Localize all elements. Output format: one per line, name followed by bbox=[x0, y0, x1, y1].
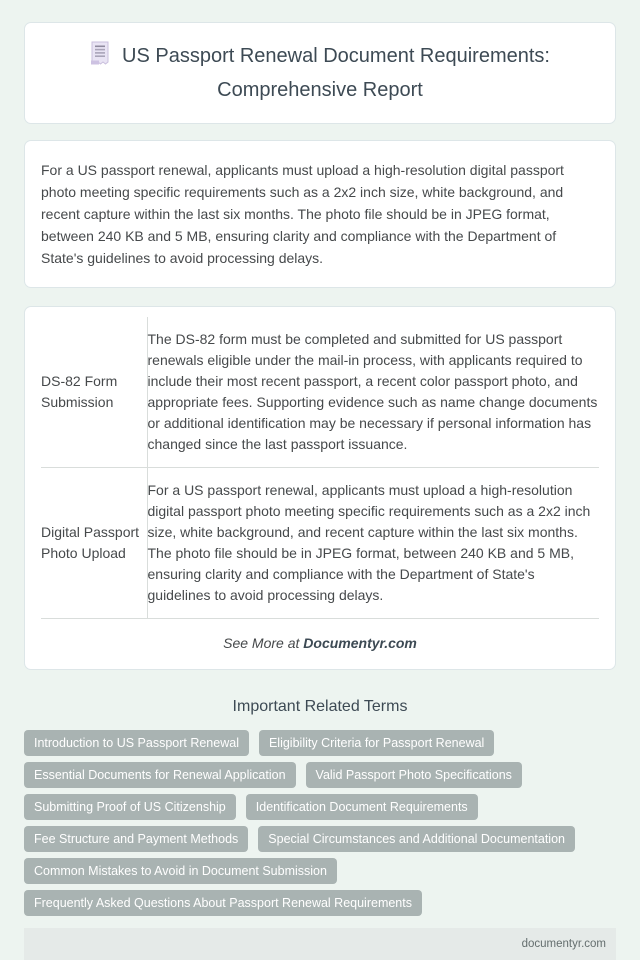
table-row bbox=[41, 317, 599, 468]
related-term-tag[interactable]: Submitting Proof of US Citizenship bbox=[24, 794, 236, 820]
related-term-tag[interactable]: Valid Passport Photo Specifications bbox=[306, 762, 522, 788]
related-term-tag[interactable]: Essential Documents for Renewal Application bbox=[24, 762, 296, 788]
description-cell: For a US passport renewal, applicants must upload a high-resolution digital passport photo meeting specific requirements such as a 2x2 inch size, white background, and recent capture within the last six months. The photo file should be in JPEG format, between 240 KB and 5 MB, ensuring clarity and compliance with the Department of State's guidelines to avoid processing delays. bbox=[147, 468, 599, 619]
table-row bbox=[41, 468, 599, 619]
see-more-prefix: See More at bbox=[223, 635, 304, 651]
intro-paragraph: For a US passport renewal, applicants must upload a high-resolution digital passport photo meeting specific requirements such as a 2x2 inch size, white background, and recent capture within the last six months. The photo file should be in JPEG format, between 240 KB and 5 MB, ensuring clarity and compliance with the Department of State's guidelines to avoid processing delays. bbox=[41, 162, 564, 266]
related-terms-heading: Important Related Terms bbox=[232, 698, 408, 715]
title-card bbox=[24, 22, 616, 124]
related-term-tag[interactable]: Special Circumstances and Additional Documentation bbox=[258, 826, 575, 852]
footer-site-link[interactable]: documentyr.com bbox=[521, 938, 606, 950]
related-term-tag[interactable]: Frequently Asked Questions About Passport Renewal Requirements bbox=[24, 890, 422, 916]
term-cell: Digital Passport Photo Upload bbox=[41, 468, 147, 619]
page-title bbox=[50, 41, 590, 105]
related-terms-tags bbox=[24, 730, 616, 916]
description-cell: The DS-82 form must be completed and submitted for US passport renewals eligible under the mail-in process, with applicants required to include their most recent passport, a recent color passport photo, and appropriate fees. Supporting evidence such as name change documents or additional identification may be necessary if personal information has changed since the last passport issuance. bbox=[147, 317, 599, 468]
page-title-text: US Passport Renewal Document Requirements: Comprehensive Report bbox=[122, 45, 550, 101]
related-term-tag[interactable]: Common Mistakes to Avoid in Document Submission bbox=[24, 858, 337, 884]
related-term-tag[interactable]: Introduction to US Passport Renewal bbox=[24, 730, 249, 756]
intro-card bbox=[24, 140, 616, 288]
footer-bar bbox=[24, 928, 616, 960]
see-more-line bbox=[41, 635, 599, 651]
requirements-card bbox=[24, 306, 616, 670]
related-term-tag[interactable]: Eligibility Criteria for Passport Renewal bbox=[259, 730, 494, 756]
related-term-tag[interactable]: Identification Document Requirements bbox=[246, 794, 478, 820]
requirements-table bbox=[41, 317, 599, 619]
see-more-brand-link[interactable]: Documentyr.com bbox=[303, 635, 417, 651]
term-cell: DS-82 Form Submission bbox=[41, 317, 147, 468]
receipt-icon bbox=[90, 41, 110, 75]
related-term-tag[interactable]: Fee Structure and Payment Methods bbox=[24, 826, 248, 852]
